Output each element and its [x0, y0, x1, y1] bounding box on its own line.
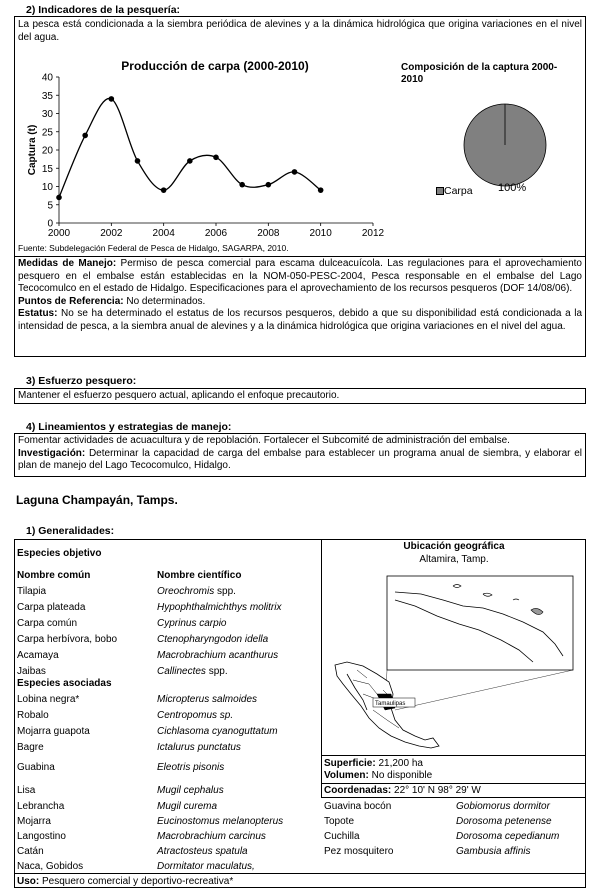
- data-point: [213, 155, 219, 161]
- asociada-cientifico: Eleotris pisonis: [157, 762, 225, 773]
- superficie-label: Superficie:: [324, 758, 376, 769]
- objetivo-cientifico: Oreochromis: [157, 586, 215, 597]
- puntos-paragraph: [15, 296, 585, 309]
- data-point: [239, 182, 245, 188]
- objetivo-cientifico-cell: [157, 586, 236, 597]
- asociada-comun: Lobina negra*: [17, 694, 80, 705]
- investigacion-paragraph: [15, 448, 585, 473]
- asociada-comun: Guabina: [17, 762, 55, 773]
- coordenadas-row: [324, 785, 481, 796]
- coord-top-line: [321, 783, 586, 784]
- data-point: [82, 133, 88, 139]
- data-point: [109, 96, 115, 102]
- section-2-heading: 2) Indicadores de la pesquería:: [26, 4, 181, 16]
- objetivo-comun: Jaibas: [17, 666, 46, 677]
- y-tick-label: 25: [41, 127, 53, 139]
- especies-objetivo-heading: Especies objetivo: [17, 548, 102, 559]
- coordenadas-label: Coordenadas:: [324, 785, 392, 796]
- objetivo-comun: Tilapia: [17, 586, 47, 597]
- asociada-comun: Catán: [17, 846, 44, 857]
- y-axis-label: Captura (t): [27, 124, 38, 176]
- coordenadas-value: 22° 10' N 98° 29' W: [391, 785, 481, 796]
- y-tick-label: 20: [41, 145, 53, 157]
- y-tick-label: 35: [41, 90, 53, 102]
- data-point: [266, 182, 272, 188]
- puntos-label: Puntos de Referencia:: [18, 295, 124, 307]
- legend-label-carpa: Carpa: [444, 185, 473, 197]
- asociada-right-cientifico: Gambusia affinis: [456, 846, 531, 857]
- y-tick-label: 10: [41, 182, 53, 193]
- superficie-value: 21,200 ha: [375, 758, 423, 769]
- asociada-comun: Mojarra: [17, 816, 51, 827]
- objetivo-cientifico-cell: [157, 602, 282, 613]
- asociada-comun: Robalo: [17, 710, 49, 721]
- asociada-comun: Mojarra guapota: [17, 726, 90, 737]
- x-tick-label: 2002: [100, 228, 123, 239]
- ubicacion-place: Altamira, Tamp.: [419, 554, 489, 565]
- asociada-cientifico: Mugil cephalus: [157, 785, 224, 796]
- coord-bottom-line: [321, 797, 586, 798]
- asociada-right-comun: Guavina bocón: [324, 801, 392, 812]
- data-point: [56, 195, 62, 201]
- y-tick-label: 30: [41, 109, 53, 120]
- indicators-box: [14, 16, 586, 257]
- objetivo-cientifico-extra: spp.: [205, 666, 228, 677]
- x-tick-label: 2000: [47, 228, 71, 239]
- x-tick-label: 2006: [204, 228, 228, 239]
- col-comun-header: Nombre común: [17, 570, 91, 581]
- data-point: [292, 169, 298, 175]
- asociada-right-cientifico: Gobiomorus dormitor: [456, 801, 550, 812]
- asociada-right-comun: Cuchilla: [324, 831, 360, 842]
- asociada-cientifico: Ictalurus punctatus: [157, 742, 241, 753]
- chart-source: Fuente: Subdelegación Federal de Pesca de Hidalgo, SAGARPA, 2010.: [18, 243, 289, 253]
- objetivo-comun: Acamaya: [17, 650, 59, 661]
- x-tick-label: 2008: [257, 228, 280, 239]
- laguna-title: Laguna Champayán, Tamps.: [16, 493, 178, 507]
- objetivo-comun: Carpa herbívora, bobo: [17, 634, 118, 645]
- chart-title: Producción de carpa (2000-2010): [121, 59, 309, 73]
- objetivo-cientifico: Macrobrachium acanthurus: [157, 650, 279, 661]
- series-line: [59, 98, 321, 197]
- strategies-box: [14, 433, 586, 477]
- puntos-text: No determinados.: [123, 295, 206, 307]
- pie-chart-title: Composición de la captura 2000-2010: [401, 62, 558, 85]
- map-bottom-line: [321, 755, 586, 756]
- asociada-right-cientifico: Dorosoma petenense: [456, 816, 552, 827]
- effort-box: [14, 388, 586, 404]
- asociada-cientifico: Micropterus salmoides: [157, 694, 258, 705]
- map-inset-frame: [387, 576, 573, 670]
- strategies-text: Fomentar actividades de acuacultura y de repoblación. Fortalecer el Subcomité de administración del embalse.: [18, 435, 510, 446]
- asociada-cientifico: Atractosteus spatula: [157, 846, 248, 857]
- data-point: [135, 158, 141, 164]
- objetivo-comun: Carpa plateada: [17, 602, 86, 613]
- volumen-label: Volumen:: [324, 770, 369, 781]
- asociada-cientifico: Macrobrachium carcinus: [157, 831, 266, 842]
- objetivo-cientifico-cell: [157, 650, 278, 661]
- superficie-row: [324, 758, 423, 769]
- y-tick-label: 40: [41, 72, 53, 84]
- objetivo-cientifico-extra: spp.: [214, 586, 236, 597]
- generalidades-table: [14, 539, 586, 888]
- asociada-comun: Langostino: [17, 831, 66, 842]
- location-map: [333, 570, 583, 750]
- legend-swatch-carpa: [436, 187, 444, 195]
- table-divider: [321, 540, 322, 797]
- y-tick-label: 15: [41, 163, 53, 175]
- objetivo-cientifico-cell: [157, 666, 228, 677]
- production-line-chart: [15, 55, 395, 245]
- investigacion-text: Determinar la capacidad de carga del embalse para establecer un programa anual de siembra, y elaborar el plan de manejo del Lago Tecocomulco, Hidalgo.: [18, 447, 582, 471]
- asociada-right-comun: Pez mosquitero: [324, 846, 394, 857]
- x-tick-label: 2010: [309, 228, 332, 239]
- tamaulipas-label: Tamaulipas: [375, 701, 406, 707]
- asociada-comun: Lebrancha: [17, 801, 65, 812]
- uso-row: [17, 876, 233, 887]
- volumen-value: No disponible: [368, 770, 433, 781]
- ubicacion-title: Ubicación geográfica: [403, 541, 505, 552]
- x-tick-label: 2004: [152, 228, 175, 239]
- estatus-text: No se ha determinado el estatus de los recursos pesqueros, debido a que su disponibilidad está condicionada a la intensidad de pesca, a la siembra anual de alevines y a la dinámica hidrológica que origina variaciones en el nivel del agua.: [18, 308, 582, 332]
- asociada-right-comun: Topote: [324, 816, 355, 827]
- asociada-cientifico: Eucinostomus melanopterus: [157, 816, 284, 827]
- estatus-label: Estatus:: [18, 308, 58, 319]
- objetivo-cientifico-cell: [157, 634, 268, 645]
- management-box: [14, 256, 586, 357]
- uso-value: Pesquero comercial y deportivo-recreativa*: [39, 876, 234, 887]
- asociada-right-cientifico: Dorosoma cepedianum: [456, 831, 560, 842]
- data-point: [187, 158, 193, 164]
- objetivo-cientifico: Hypophthalmichthys molitrix: [157, 602, 282, 613]
- asociada-cientifico: Cichlasoma cyanoguttatum: [157, 726, 278, 737]
- pie-value-label: 100%: [498, 182, 527, 194]
- medidas-text: Permiso de pesca comercial para escama dulceacuícola. Las regulaciones para el aprovechamiento pesquero en el embalse están establecidas en la NOM-050-PESC-2004, Pesca responsable en el embalse del Lago Tecocomulco en el estado de Hidalgo. Especificaciones para el aprovechamiento de los recursos pesqueros (DOF 14/08/06).: [18, 258, 582, 294]
- asociada-cientifico: Centropomus sp.: [157, 710, 234, 721]
- pie-legend: [436, 185, 473, 197]
- y-tick-label: 5: [47, 200, 53, 212]
- asociada-cientifico: Dormitator maculatus,: [157, 861, 255, 872]
- investigacion-label: Investigación:: [18, 447, 86, 459]
- x-tick-label: 2012: [361, 228, 385, 239]
- volumen-row: [324, 770, 432, 781]
- uso-top-line: [15, 873, 586, 874]
- objetivo-cientifico: Callinectes: [157, 666, 206, 677]
- objetivo-cientifico: Cyprinus carpio: [157, 618, 227, 629]
- section-3-heading: 3) Esfuerzo pesquero:: [26, 375, 137, 387]
- data-point: [318, 187, 324, 193]
- medidas-label: Medidas de Manejo:: [18, 258, 117, 269]
- asociada-comun: Lisa: [17, 785, 36, 796]
- objetivo-cientifico: Ctenopharyngodon idella: [157, 634, 269, 645]
- asociada-cientifico: Mugil curema: [157, 801, 218, 812]
- data-point: [161, 187, 167, 193]
- asociada-comun: Bagre: [17, 742, 44, 753]
- y-tick-label: 0: [47, 218, 53, 230]
- generalidades-heading: 1) Generalidades:: [26, 525, 115, 537]
- medidas-paragraph: [15, 258, 585, 296]
- especies-asociadas-heading: Especies asociadas: [17, 678, 112, 689]
- effort-text: Mantener el esfuerzo pesquero actual, aplicando el enfoque precautorio.: [18, 390, 340, 401]
- estatus-paragraph: [15, 308, 585, 333]
- objetivo-cientifico-cell: [157, 618, 226, 629]
- asociada-comun: Naca, Gobidos: [17, 861, 84, 872]
- catch-composition-pie: [455, 95, 555, 195]
- indicators-intro: La pesca está condicionada a la siembra periódica de alevines y a la dinámica hidrológica que origina variaciones en el nivel del agua.: [18, 19, 582, 43]
- uso-label: Uso:: [17, 876, 40, 887]
- section-4-heading: 4) Lineamientos y estrategias de manejo:: [26, 421, 232, 433]
- col-cientifico-header: Nombre científico: [157, 570, 242, 581]
- objetivo-comun: Carpa común: [17, 618, 78, 629]
